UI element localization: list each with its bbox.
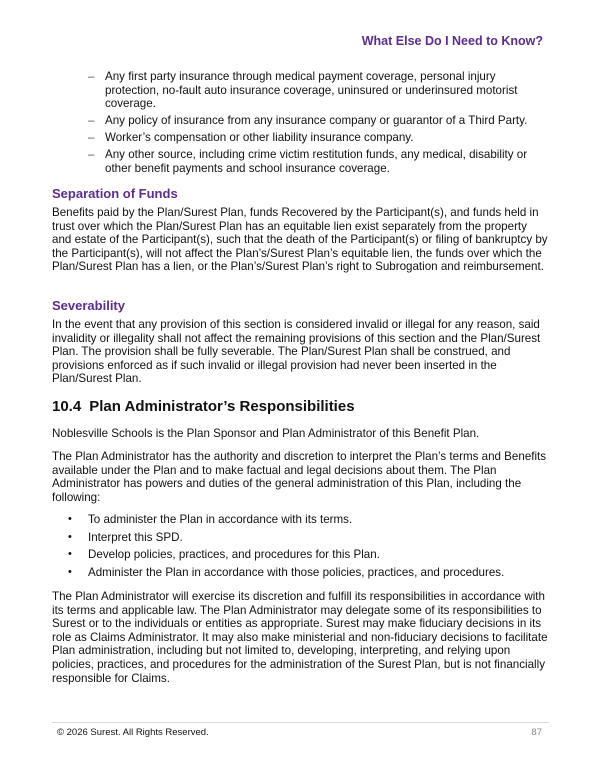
list-item xyxy=(88,114,548,128)
dash-marker: – xyxy=(88,114,95,128)
list-item-text: Any other source, including crime victim restitution funds, any medical, disability or other benefit payments and school insurance coverage. xyxy=(105,148,528,176)
section-number: 10.4 xyxy=(52,398,82,415)
section-body: Benefits paid by the Plan/Surest Plan, funds Recovered by the Participant(s), and funds held in trust over which the Plan/Surest Plan has an equitable lien exist separately from the property and estate of the Participant(s), such that the death of the Participant(s) or filing of bankruptcy by the Participant(s), will not affect the Plan’s/Surest Plan’s equitable lien, the funds over which the Plan/Surest Plan has a lien, or the Plan’s/Surest Plan’s right to Subrogation and reimbursement. xyxy=(52,206,548,274)
bullet-marker: • xyxy=(68,530,72,543)
plan-sponsor-paragraph: Noblesville Schools is the Plan Sponsor and Plan Administrator of this Benefit Plan. xyxy=(52,427,480,440)
plan-admin-discretion-paragraph: The Plan Administrator will exercise its discretion and fulfill its responsibilities in accordance with its terms and applicable law. The Plan Administrator may delegate some of its responsibilities to Surest or to the individuals or entities as appropriate. Surest may make fiduciary decisions in its role as Claims Administrator. It may also make ministerial and non-fiduciary decisions to facilitate Plan administration, including but not limited to, developing, interpreting, and relying upon policies, practices, and procedures for the administration of the Surest Plan, but is not financially responsible for Claims. xyxy=(52,590,548,685)
section-title: Plan Administrator’s Responsibilities xyxy=(89,398,355,415)
list-item-text: To administer the Plan in accordance with its terms. xyxy=(88,513,353,526)
list-item xyxy=(68,531,548,545)
severability-section xyxy=(52,298,549,386)
footer-copyright: © 2026 Surest. All Rights Reserved. xyxy=(57,727,209,738)
list-item-text: Worker’s compensation or other liability insurance company. xyxy=(105,131,414,145)
list-item-text: Interpret this SPD. xyxy=(88,530,183,544)
separation-of-funds-section xyxy=(52,186,549,274)
dash-marker: – xyxy=(88,148,95,162)
list-item xyxy=(88,70,548,111)
dash-marker: – xyxy=(88,131,95,145)
list-item xyxy=(68,566,548,580)
list-item xyxy=(88,131,548,145)
bullet-marker: • xyxy=(68,565,72,578)
list-item-text: Develop policies, practices, and procedures for this Plan. xyxy=(88,548,380,562)
list-item xyxy=(68,513,548,527)
section-heading: Separation of Funds xyxy=(52,186,178,201)
list-item xyxy=(88,148,548,175)
page-header-title: What Else Do I Need to Know? xyxy=(361,34,543,48)
bullet-marker: • xyxy=(68,548,72,561)
section-heading: Severability xyxy=(52,298,125,313)
list-item-text: Any policy of insurance from any insurance company or guarantor of a Third Party. xyxy=(105,114,528,128)
insurance-source-list xyxy=(88,70,548,179)
dash-marker: – xyxy=(88,70,95,83)
footer-divider xyxy=(52,722,549,723)
page-number: 87 xyxy=(531,727,542,738)
list-item-text: Administer the Plan in accordance with those policies, practices, and procedures. xyxy=(88,565,505,579)
admin-duties-list xyxy=(68,513,548,583)
section-body: In the event that any provision of this section is considered invalid or illegal for any reason, said invalidity or illegality shall not affect the remaining provisions of this section and the Plan/Surest Plan. The provision shall be fully severable. The Plan/Surest Plan shall be construed, and provisions enforced as if such invalid or illegal provision had never been inserted in the Plan/Surest Plan. xyxy=(52,318,541,386)
list-item xyxy=(68,548,548,562)
plan-admin-authority-paragraph: The Plan Administrator has the authority and discretion to interpret the Plan’s terms and Benefits available under the Plan and to make factual and legal decisions about them. The Plan Administrator has powers and duties of the general administration of this Plan, including the following: xyxy=(52,450,547,504)
list-item-text: Any first party insurance through medical payment coverage, personal injury protection, no-fault auto insurance coverage, uninsured or underinsured motorist coverage. xyxy=(105,70,518,111)
section-10-4-heading xyxy=(52,398,355,415)
bullet-marker: • xyxy=(68,513,72,525)
